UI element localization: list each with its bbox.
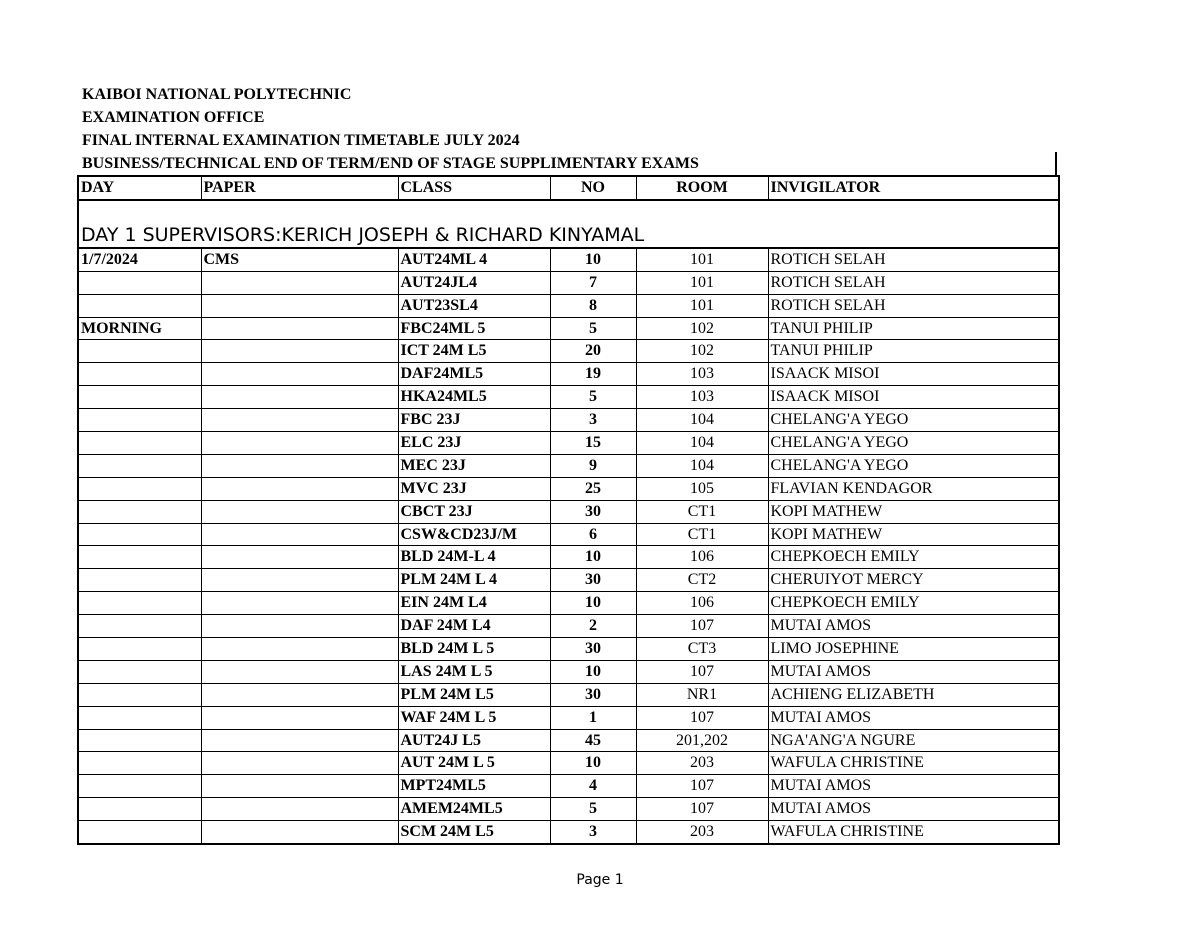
cell-invigilator: CHERUIYOT MERCY <box>768 569 1059 592</box>
cell-invigilator: NGA'ANG'A NGURE <box>768 729 1059 752</box>
cell-class: BLD 24M-L 4 <box>398 546 550 569</box>
cell-day <box>78 454 201 477</box>
supervisors-row <box>78 200 1059 248</box>
cell-no: 3 <box>550 821 636 844</box>
cell-no: 7 <box>550 271 636 294</box>
cell-day <box>78 660 201 683</box>
cell-invigilator: TANUI PHILIP <box>768 340 1059 363</box>
cell-invigilator: CHEPKOECH EMILY <box>768 592 1059 615</box>
table-row <box>78 729 1059 752</box>
cell-paper <box>201 340 398 363</box>
cell-room: 104 <box>636 409 768 432</box>
cell-paper <box>201 729 398 752</box>
cell-no: 19 <box>550 363 636 386</box>
cell-class: HKA24ML5 <box>398 386 550 409</box>
cell-day <box>78 432 201 455</box>
cell-no: 10 <box>550 546 636 569</box>
exam-type-subtitle: BUSINESS/TECHNICAL END OF TERM/END OF STAGE SUPPLIMENTARY EXAMS <box>82 155 699 172</box>
cell-day <box>78 523 201 546</box>
cell-paper <box>201 706 398 729</box>
timetable-table <box>77 175 1060 845</box>
cell-invigilator: MUTAI AMOS <box>768 615 1059 638</box>
cell-day <box>78 798 201 821</box>
cell-room: CT1 <box>636 523 768 546</box>
cell-room: 106 <box>636 592 768 615</box>
cell-paper <box>201 317 398 340</box>
cell-no: 1 <box>550 706 636 729</box>
cell-room: 101 <box>636 248 768 271</box>
cell-room: 103 <box>636 386 768 409</box>
table-row <box>78 615 1059 638</box>
table-row <box>78 432 1059 455</box>
cell-class: MVC 23J <box>398 477 550 500</box>
cell-paper <box>201 569 398 592</box>
page-number: Page 1 <box>576 872 624 888</box>
cell-class: ELC 23J <box>398 432 550 455</box>
cell-room: 201,202 <box>636 729 768 752</box>
cell-class: SCM 24M L5 <box>398 821 550 844</box>
cell-paper <box>201 386 398 409</box>
cell-class: BLD 24M L 5 <box>398 638 550 661</box>
cell-day <box>78 363 201 386</box>
table-row <box>78 363 1059 386</box>
cell-room: 107 <box>636 615 768 638</box>
cell-day <box>78 271 201 294</box>
cell-class: FBC 23J <box>398 409 550 432</box>
cell-paper <box>201 638 398 661</box>
cell-day <box>78 569 201 592</box>
cell-no: 30 <box>550 569 636 592</box>
cell-invigilator: LIMO JOSEPHINE <box>768 638 1059 661</box>
cell-no: 5 <box>550 317 636 340</box>
cell-no: 30 <box>550 683 636 706</box>
cell-day <box>78 294 201 317</box>
cell-no: 8 <box>550 294 636 317</box>
table-row <box>78 592 1059 615</box>
cell-paper <box>201 363 398 386</box>
cell-invigilator: ROTICH SELAH <box>768 294 1059 317</box>
cell-room: CT1 <box>636 500 768 523</box>
table-row <box>78 317 1059 340</box>
cell-no: 2 <box>550 615 636 638</box>
supervisors-text: DAY 1 SUPERVISORS:KERICH JOSEPH & RICHARD KINYAMAL <box>78 200 1059 248</box>
cell-invigilator: CHEPKOECH EMILY <box>768 546 1059 569</box>
cell-class: AMEM24ML5 <box>398 798 550 821</box>
cell-no: 3 <box>550 409 636 432</box>
table-row <box>78 752 1059 775</box>
cell-invigilator: FLAVIAN KENDAGOR <box>768 477 1059 500</box>
cell-day <box>78 615 201 638</box>
cell-day <box>78 477 201 500</box>
institution-name: KAIBOI NATIONAL POLYTECHNIC <box>82 86 352 103</box>
cell-invigilator: KOPI MATHEW <box>768 523 1059 546</box>
cell-invigilator: CHELANG'A YEGO <box>768 454 1059 477</box>
cell-room: 107 <box>636 660 768 683</box>
cell-class: FBC24ML 5 <box>398 317 550 340</box>
cell-no: 9 <box>550 454 636 477</box>
cell-day <box>78 752 201 775</box>
cell-no: 4 <box>550 775 636 798</box>
table-row <box>78 409 1059 432</box>
cell-paper <box>201 294 398 317</box>
table-row <box>78 271 1059 294</box>
cell-invigilator: ISAACK MISOI <box>768 386 1059 409</box>
table-row <box>78 500 1059 523</box>
table-row <box>78 454 1059 477</box>
cell-no: 10 <box>550 752 636 775</box>
cell-class: CSW&CD23J/M <box>398 523 550 546</box>
cell-room: 104 <box>636 432 768 455</box>
cell-invigilator: ROTICH SELAH <box>768 248 1059 271</box>
cell-room: 102 <box>636 340 768 363</box>
cell-day <box>78 500 201 523</box>
column-header-no: NO <box>550 176 636 200</box>
table-row <box>78 294 1059 317</box>
cell-room: 107 <box>636 706 768 729</box>
table-row <box>78 248 1059 271</box>
cell-paper <box>201 798 398 821</box>
cell-room: 107 <box>636 798 768 821</box>
table-row <box>78 340 1059 363</box>
cell-room: 106 <box>636 546 768 569</box>
cell-invigilator: ROTICH SELAH <box>768 271 1059 294</box>
table-border-tick <box>1055 152 1057 176</box>
cell-room: CT2 <box>636 569 768 592</box>
table-row <box>78 775 1059 798</box>
cell-no: 15 <box>550 432 636 455</box>
cell-invigilator: ISAACK MISOI <box>768 363 1059 386</box>
cell-no: 5 <box>550 386 636 409</box>
cell-invigilator: WAFULA CHRISTINE <box>768 752 1059 775</box>
column-header-class: CLASS <box>398 176 550 200</box>
table-row <box>78 660 1059 683</box>
cell-invigilator: WAFULA CHRISTINE <box>768 821 1059 844</box>
cell-class: AUT24J L5 <box>398 729 550 752</box>
cell-no: 10 <box>550 248 636 271</box>
cell-invigilator: MUTAI AMOS <box>768 798 1059 821</box>
cell-invigilator: TANUI PHILIP <box>768 317 1059 340</box>
cell-no: 6 <box>550 523 636 546</box>
cell-paper <box>201 454 398 477</box>
cell-class: MPT24ML5 <box>398 775 550 798</box>
cell-paper <box>201 271 398 294</box>
cell-no: 30 <box>550 638 636 661</box>
cell-no: 20 <box>550 340 636 363</box>
cell-paper <box>201 592 398 615</box>
cell-no: 5 <box>550 798 636 821</box>
table-row <box>78 523 1059 546</box>
cell-paper <box>201 409 398 432</box>
cell-no: 30 <box>550 500 636 523</box>
timetable-title: FINAL INTERNAL EXAMINATION TIMETABLE JULY 2024 <box>82 132 520 149</box>
cell-day <box>78 340 201 363</box>
cell-day <box>78 592 201 615</box>
cell-class: EIN 24M L4 <box>398 592 550 615</box>
cell-paper <box>201 615 398 638</box>
table-row <box>78 638 1059 661</box>
column-header-row <box>78 176 1059 200</box>
cell-room: 107 <box>636 775 768 798</box>
table-row <box>78 386 1059 409</box>
cell-class: CBCT 23J <box>398 500 550 523</box>
cell-room: 104 <box>636 454 768 477</box>
cell-day <box>78 706 201 729</box>
cell-room: CT3 <box>636 638 768 661</box>
cell-class: AUT23SL4 <box>398 294 550 317</box>
table-row <box>78 798 1059 821</box>
cell-class: LAS 24M L 5 <box>398 660 550 683</box>
cell-day <box>78 409 201 432</box>
cell-class: AUT 24M L 5 <box>398 752 550 775</box>
cell-day <box>78 546 201 569</box>
cell-room: 101 <box>636 271 768 294</box>
cell-day <box>78 821 201 844</box>
cell-room: NR1 <box>636 683 768 706</box>
cell-day <box>78 386 201 409</box>
table-row <box>78 569 1059 592</box>
cell-paper <box>201 546 398 569</box>
cell-no: 10 <box>550 592 636 615</box>
cell-class: MEC 23J <box>398 454 550 477</box>
cell-invigilator: ACHIENG ELIZABETH <box>768 683 1059 706</box>
column-header-paper: PAPER <box>201 176 398 200</box>
cell-paper: CMS <box>201 248 398 271</box>
cell-class: WAF 24M L 5 <box>398 706 550 729</box>
cell-class: DAF24ML5 <box>398 363 550 386</box>
cell-no: 45 <box>550 729 636 752</box>
cell-day <box>78 683 201 706</box>
cell-paper <box>201 821 398 844</box>
cell-invigilator: CHELANG'A YEGO <box>768 432 1059 455</box>
table-row <box>78 683 1059 706</box>
cell-paper <box>201 752 398 775</box>
cell-day: 1/7/2024 <box>78 248 201 271</box>
column-header-invigilator: INVIGILATOR <box>768 176 1059 200</box>
cell-room: 101 <box>636 294 768 317</box>
cell-invigilator: MUTAI AMOS <box>768 775 1059 798</box>
cell-class: PLM 24M L5 <box>398 683 550 706</box>
cell-paper <box>201 523 398 546</box>
cell-class: AUT24ML 4 <box>398 248 550 271</box>
cell-paper <box>201 477 398 500</box>
cell-day: MORNING <box>78 317 201 340</box>
cell-class: AUT24JL4 <box>398 271 550 294</box>
table-row <box>78 477 1059 500</box>
cell-no: 10 <box>550 660 636 683</box>
cell-class: DAF 24M L4 <box>398 615 550 638</box>
cell-class: PLM 24M L 4 <box>398 569 550 592</box>
cell-day <box>78 638 201 661</box>
cell-room: 103 <box>636 363 768 386</box>
cell-room: 105 <box>636 477 768 500</box>
cell-room: 102 <box>636 317 768 340</box>
cell-room: 203 <box>636 752 768 775</box>
table-row <box>78 706 1059 729</box>
column-header-day: DAY <box>78 176 201 200</box>
cell-day <box>78 729 201 752</box>
cell-room: 203 <box>636 821 768 844</box>
cell-no: 25 <box>550 477 636 500</box>
column-header-room: ROOM <box>636 176 768 200</box>
cell-paper <box>201 775 398 798</box>
cell-paper <box>201 660 398 683</box>
cell-invigilator: KOPI MATHEW <box>768 500 1059 523</box>
cell-invigilator: CHELANG'A YEGO <box>768 409 1059 432</box>
table-row <box>78 821 1059 844</box>
cell-paper <box>201 432 398 455</box>
cell-class: ICT 24M L5 <box>398 340 550 363</box>
cell-day <box>78 775 201 798</box>
office-name: EXAMINATION OFFICE <box>82 109 265 126</box>
cell-invigilator: MUTAI AMOS <box>768 660 1059 683</box>
cell-paper <box>201 500 398 523</box>
cell-invigilator: MUTAI AMOS <box>768 706 1059 729</box>
cell-paper <box>201 683 398 706</box>
table-row <box>78 546 1059 569</box>
